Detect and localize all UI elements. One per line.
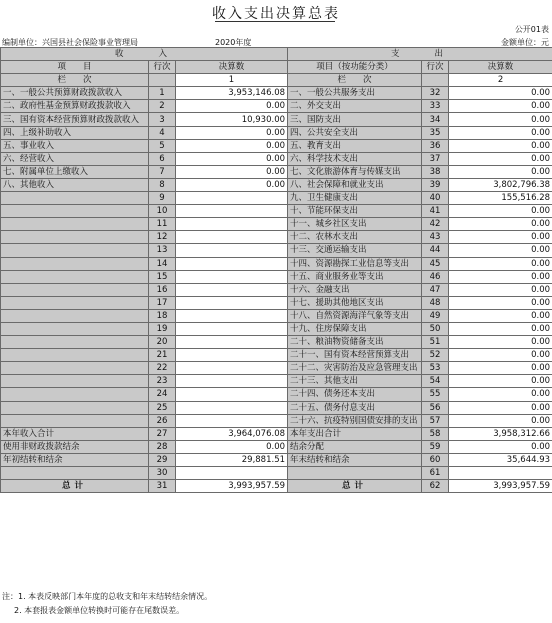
expense-item [288, 467, 422, 480]
income-line-no: 1 [149, 87, 176, 100]
report-year: 2020年度 [215, 38, 252, 47]
income-line-no: 25 [149, 401, 176, 414]
income-amount [176, 205, 288, 218]
table-row [1, 218, 552, 231]
income-item: 四、上级补助收入 [1, 126, 149, 139]
income-line-no: 6 [149, 152, 176, 165]
income-amount [176, 401, 288, 414]
income-amount [176, 257, 288, 270]
income-amount [176, 244, 288, 257]
income-section-header: 收 入 [1, 48, 288, 61]
table-row [1, 205, 552, 218]
income-amount: 0.00 [176, 440, 288, 453]
expense-amount: 3,802,796.38 [449, 178, 552, 191]
notes [2, 590, 212, 618]
income-amount: 0.00 [176, 165, 288, 178]
expense-item: 十九、住房保障支出 [288, 322, 422, 335]
expense-item: 五、教育支出 [288, 139, 422, 152]
income-line-no: 12 [149, 231, 176, 244]
expense-amount: 0.00 [449, 126, 552, 139]
income-amount: 29,881.51 [176, 453, 288, 466]
expense-line-no: 34 [422, 113, 449, 126]
income-amount: 0.00 [176, 139, 288, 152]
income-column-label: 栏 次 [1, 74, 149, 87]
income-item [1, 349, 149, 362]
expense-line-no: 44 [422, 244, 449, 257]
expense-line-no: 47 [422, 283, 449, 296]
income-amount: 3,964,076.08 [176, 427, 288, 440]
expense-amount: 0.00 [449, 349, 552, 362]
income-item [1, 388, 149, 401]
income-item: 年初结转和结余 [1, 453, 149, 466]
income-item [1, 231, 149, 244]
total-row [1, 480, 552, 493]
expense-line-no: 60 [422, 453, 449, 466]
table-row [1, 165, 552, 178]
summary-table [0, 47, 552, 493]
table-row [1, 100, 552, 113]
expense-item: 七、文化旅游体育与传媒支出 [288, 165, 422, 178]
income-line-no: 10 [149, 205, 176, 218]
income-line-no: 11 [149, 218, 176, 231]
expense-item: 十、节能环保支出 [288, 205, 422, 218]
income-item: 三、国有资本经营预算财政拨款收入 [1, 113, 149, 126]
table-row [1, 231, 552, 244]
income-amount: 0.00 [176, 126, 288, 139]
income-line-no: 18 [149, 309, 176, 322]
expense-amount: 0.00 [449, 296, 552, 309]
income-item [1, 309, 149, 322]
expense-amount: 0.00 [449, 336, 552, 349]
expense-amount: 0.00 [449, 244, 552, 257]
expense-amount: 0.00 [449, 205, 552, 218]
income-item [1, 296, 149, 309]
income-line-no: 3 [149, 113, 176, 126]
income-line-no: 29 [149, 453, 176, 466]
table-row [1, 192, 552, 205]
income-line-no: 19 [149, 322, 176, 335]
income-item: 使用非财政拨款结余 [1, 440, 149, 453]
expense-amount: 0.00 [449, 100, 552, 113]
expense-item: 十四、资源勘探工业信息等支出 [288, 257, 422, 270]
expense-amount-header: 决算数 [449, 61, 552, 74]
expense-item: 总计 [288, 480, 422, 493]
expense-amount [449, 467, 552, 480]
expense-section-header: 支 出 [288, 48, 552, 61]
table-row [1, 362, 552, 375]
income-item [1, 270, 149, 283]
expense-line-no: 45 [422, 257, 449, 270]
expense-line-no: 59 [422, 440, 449, 453]
expense-amount: 0.00 [449, 257, 552, 270]
expense-line-no: 40 [422, 192, 449, 205]
income-amount: 3,993,957.59 [176, 480, 288, 493]
income-line-no: 21 [149, 349, 176, 362]
income-amount [176, 375, 288, 388]
income-amount [176, 467, 288, 480]
expense-item: 二十五、债务付息支出 [288, 401, 422, 414]
income-item [1, 336, 149, 349]
income-item: 二、政府性基金预算财政拨款收入 [1, 100, 149, 113]
income-line-no: 24 [149, 388, 176, 401]
expense-item: 二十二、灾害防治及应急管理支出 [288, 362, 422, 375]
page-title: 收入支出决算总表 [212, 6, 340, 22]
income-amount: 0.00 [176, 152, 288, 165]
income-line-no: 9 [149, 192, 176, 205]
expense-line-no: 48 [422, 296, 449, 309]
expense-line-no: 38 [422, 165, 449, 178]
expense-line-no: 56 [422, 401, 449, 414]
income-amount: 3,953,146.08 [176, 87, 288, 100]
income-amount [176, 362, 288, 375]
expense-line-no: 37 [422, 152, 449, 165]
income-item [1, 192, 149, 205]
title-underline [215, 21, 335, 22]
expense-amount: 0.00 [449, 414, 552, 427]
expense-item: 六、科学技术支出 [288, 152, 422, 165]
expense-line-no: 33 [422, 100, 449, 113]
income-line-no: 20 [149, 336, 176, 349]
summary-row [1, 427, 552, 440]
table-row [1, 414, 552, 427]
income-amount [176, 309, 288, 322]
income-amount [176, 322, 288, 335]
expense-item: 结余分配 [288, 440, 422, 453]
expense-amount: 3,993,957.59 [449, 480, 552, 493]
income-line-no: 16 [149, 283, 176, 296]
income-item [1, 283, 149, 296]
expense-line-no: 35 [422, 126, 449, 139]
expense-line-no: 54 [422, 375, 449, 388]
expense-amount: 0.00 [449, 270, 552, 283]
income-amount [176, 270, 288, 283]
reporting-unit: 编制单位：兴国县社会保险事业管理局 [2, 38, 138, 47]
table-row [1, 388, 552, 401]
expense-amount: 0.00 [449, 375, 552, 388]
income-amount [176, 336, 288, 349]
income-item: 七、附属单位上缴收入 [1, 165, 149, 178]
expense-amount: 0.00 [449, 401, 552, 414]
income-item [1, 467, 149, 480]
table-row [1, 309, 552, 322]
expense-line-no: 55 [422, 388, 449, 401]
table-row [1, 296, 552, 309]
expense-item: 二十三、其他支出 [288, 375, 422, 388]
table-row [1, 152, 552, 165]
expense-amount: 35,644.93 [449, 453, 552, 466]
income-amount [176, 192, 288, 205]
expense-item: 年末结转和结余 [288, 453, 422, 466]
expense-amount: 0.00 [449, 87, 552, 100]
income-amount [176, 218, 288, 231]
income-item [1, 414, 149, 427]
income-line-no: 23 [149, 375, 176, 388]
table-row [1, 336, 552, 349]
column-header-row [1, 61, 552, 74]
expense-line-no: 51 [422, 336, 449, 349]
expense-line-no: 58 [422, 427, 449, 440]
income-item [1, 375, 149, 388]
expense-item: 十六、金融支出 [288, 283, 422, 296]
expense-item: 十二、农林水支出 [288, 231, 422, 244]
expense-item: 十五、商业服务业等支出 [288, 270, 422, 283]
expense-amount: 0.00 [449, 139, 552, 152]
income-line-no: 4 [149, 126, 176, 139]
section-header-row [1, 48, 552, 61]
table-row [1, 257, 552, 270]
income-line-no: 22 [149, 362, 176, 375]
income-item [1, 257, 149, 270]
expense-item: 十七、援助其他地区支出 [288, 296, 422, 309]
expense-amount: 0.00 [449, 231, 552, 244]
table-row [1, 283, 552, 296]
note-2: 2. 本套报表金额单位转换时可能存在尾数误差。 [14, 606, 185, 615]
income-amount: 10,930.00 [176, 113, 288, 126]
expense-line-no: 53 [422, 362, 449, 375]
expense-item: 二十、粮油物资储备支出 [288, 336, 422, 349]
income-line-no: 8 [149, 178, 176, 191]
table-row [1, 270, 552, 283]
income-line-no: 15 [149, 270, 176, 283]
expense-item: 三、国防支出 [288, 113, 422, 126]
income-item: 本年收入合计 [1, 427, 149, 440]
form-number: 公开01表 [514, 25, 549, 34]
note-1: 注：1. 本表反映部门本年度的总收支和年末结转结余情况。 [2, 592, 213, 601]
expense-line-no: 32 [422, 87, 449, 100]
income-amount [176, 414, 288, 427]
income-line-no: 26 [149, 414, 176, 427]
income-line-no: 5 [149, 139, 176, 152]
expense-amount: 0.00 [449, 362, 552, 375]
summary-row [1, 453, 552, 466]
expense-line-no: 50 [422, 322, 449, 335]
expense-line-no: 41 [422, 205, 449, 218]
income-line-no: 17 [149, 296, 176, 309]
expense-item: 本年支出合计 [288, 427, 422, 440]
currency-unit: 金额单位：元 [501, 38, 549, 47]
expense-amount: 0.00 [449, 152, 552, 165]
table-row [1, 322, 552, 335]
income-item: 总计 [1, 480, 149, 493]
income-item: 八、其他收入 [1, 178, 149, 191]
expense-item: 一、一般公共服务支出 [288, 87, 422, 100]
expense-column-index: 2 [449, 74, 552, 87]
income-amount [176, 231, 288, 244]
expense-line-no: 61 [422, 467, 449, 480]
expense-amount: 0.00 [449, 218, 552, 231]
expense-item: 二十四、债务还本支出 [288, 388, 422, 401]
income-item: 六、经营收入 [1, 152, 149, 165]
expense-item-header: 项目（按功能分类） [288, 61, 422, 74]
expense-line-no: 57 [422, 414, 449, 427]
expense-line-no: 52 [422, 349, 449, 362]
income-column-index: 1 [176, 74, 288, 87]
table-row [1, 113, 552, 126]
income-item [1, 401, 149, 414]
table-row [1, 244, 552, 257]
income-item [1, 218, 149, 231]
income-amount-header: 决算数 [176, 61, 288, 74]
expense-amount: 155,516.28 [449, 192, 552, 205]
expense-amount: 0.00 [449, 388, 552, 401]
table-row [1, 139, 552, 152]
income-amount [176, 283, 288, 296]
income-line-no: 30 [149, 467, 176, 480]
income-line-no: 28 [149, 440, 176, 453]
income-item [1, 205, 149, 218]
income-item: 五、事业收入 [1, 139, 149, 152]
income-item-header: 项 目 [1, 61, 149, 74]
income-amount: 0.00 [176, 100, 288, 113]
income-amount [176, 388, 288, 401]
column-index-row [1, 74, 552, 87]
expense-item: 四、公共安全支出 [288, 126, 422, 139]
income-line-no: 7 [149, 165, 176, 178]
expense-line-no: 62 [422, 480, 449, 493]
income-line-no: 14 [149, 257, 176, 270]
expense-item: 九、卫生健康支出 [288, 192, 422, 205]
table-row [1, 87, 552, 100]
income-item [1, 322, 149, 335]
expense-item: 十八、自然资源海洋气象等支出 [288, 309, 422, 322]
income-item [1, 362, 149, 375]
expense-line-no: 42 [422, 218, 449, 231]
table-row [1, 375, 552, 388]
expense-item: 二、外交支出 [288, 100, 422, 113]
expense-item: 八、社会保障和就业支出 [288, 178, 422, 191]
income-item: 一、一般公共预算财政拨款收入 [1, 87, 149, 100]
expense-amount: 0.00 [449, 309, 552, 322]
income-amount [176, 349, 288, 362]
expense-amount: 0.00 [449, 113, 552, 126]
income-line-no: 2 [149, 100, 176, 113]
expense-amount: 0.00 [449, 165, 552, 178]
summary-row [1, 440, 552, 453]
income-item [1, 244, 149, 257]
expense-column-label: 栏 次 [288, 74, 422, 87]
expense-amount: 3,958,312.66 [449, 427, 552, 440]
expense-line-no: 43 [422, 231, 449, 244]
expense-amount: 0.00 [449, 322, 552, 335]
expense-line-no: 39 [422, 178, 449, 191]
income-line-no: 13 [149, 244, 176, 257]
table-row [1, 349, 552, 362]
expense-line-no: 49 [422, 309, 449, 322]
expense-line-no: 46 [422, 270, 449, 283]
expense-item: 十一、城乡社区支出 [288, 218, 422, 231]
expense-line-header: 行次 [422, 61, 449, 74]
income-line-no: 27 [149, 427, 176, 440]
summary-row [1, 467, 552, 480]
table-row [1, 126, 552, 139]
table-row [1, 178, 552, 191]
expense-amount: 0.00 [449, 283, 552, 296]
income-amount: 0.00 [176, 178, 288, 191]
income-line-no: 31 [149, 480, 176, 493]
income-line-header: 行次 [149, 61, 176, 74]
expense-item: 二十六、抗疫特别国债安排的支出 [288, 414, 422, 427]
expense-item: 十三、交通运输支出 [288, 244, 422, 257]
income-amount [176, 296, 288, 309]
expense-amount: 0.00 [449, 440, 552, 453]
table-row [1, 401, 552, 414]
expense-line-no: 36 [422, 139, 449, 152]
expense-item: 二十一、国有资本经营预算支出 [288, 349, 422, 362]
